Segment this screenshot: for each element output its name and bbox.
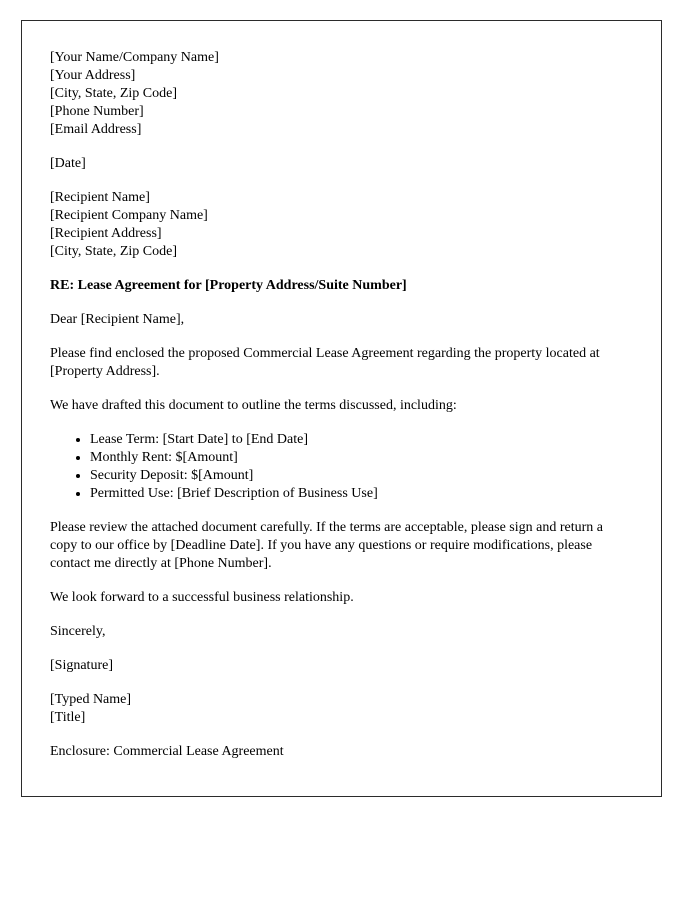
review-paragraph: Please review the attached document carefully. If the terms are acceptable, please sign and return a copy to our office by [Deadline Date]. If you have any questions or require modifications, please contact me directly at [Phone Number]. <box>50 520 603 571</box>
recipient-block <box>50 189 631 261</box>
signoff-line: Sincerely, <box>50 624 106 639</box>
recipient-name-line: [Recipient Name] <box>50 190 150 205</box>
typed-name-line: [Typed Name] <box>50 692 132 707</box>
date-line: [Date] <box>50 156 86 171</box>
recipient-city-line: [City, State, Zip Code] <box>50 244 178 259</box>
sender-city-line: [City, State, Zip Code] <box>50 86 178 101</box>
title-line: [Title] <box>50 710 86 725</box>
sender-address-line: [Your Address] <box>50 68 136 83</box>
term-permitted-use: • Permitted Use: [Brief Description of Business Use] <box>90 485 631 503</box>
enclosure-line: Enclosure: Commercial Lease Agreement <box>50 744 284 759</box>
terms-intro-paragraph: We have drafted this document to outline the terms discussed, including: <box>50 398 457 413</box>
letter-document <box>21 20 662 797</box>
signature-block <box>50 691 631 727</box>
sender-phone-line: [Phone Number] <box>50 104 144 119</box>
sender-name-line: [Your Name/Company Name] <box>50 50 219 65</box>
term-monthly-rent: • Monthly Rent: $[Amount] <box>90 449 631 467</box>
signature-placeholder: [Signature] <box>50 658 113 673</box>
recipient-address-line: [Recipient Address] <box>50 226 162 241</box>
term-lease-term: • Lease Term: [Start Date] to [End Date] <box>90 431 631 449</box>
salutation: Dear [Recipient Name], <box>50 312 185 327</box>
term-security-deposit: • Security Deposit: $[Amount] <box>90 467 631 485</box>
closing-paragraph: We look forward to a successful business relationship. <box>50 590 354 605</box>
terms-list <box>50 431 631 503</box>
sender-block <box>50 49 631 139</box>
recipient-company-line: [Recipient Company Name] <box>50 208 208 223</box>
subject-line: RE: Lease Agreement for [Property Address/Suite Number] <box>50 278 407 293</box>
intro-paragraph: Please find enclosed the proposed Commercial Lease Agreement regarding the property located at [Property Address]. <box>50 346 600 379</box>
sender-email-line: [Email Address] <box>50 122 142 137</box>
